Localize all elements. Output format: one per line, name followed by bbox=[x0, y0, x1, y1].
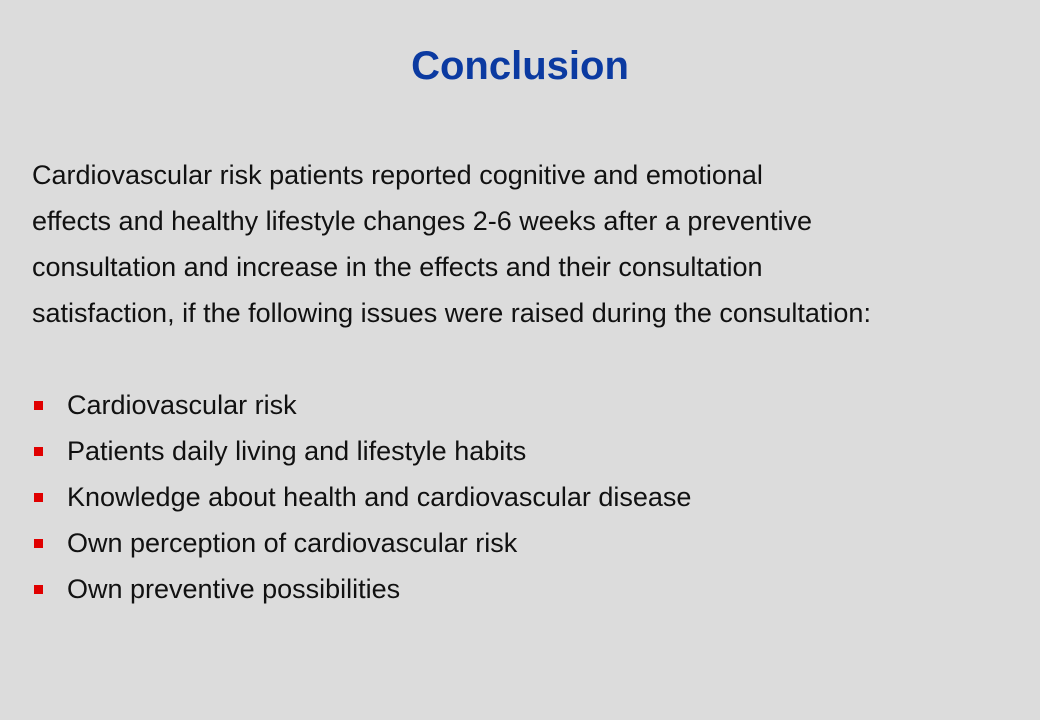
intro-paragraph bbox=[32, 152, 1032, 336]
intro-line: satisfaction, if the following issues were raised during the consultation: bbox=[32, 298, 871, 328]
intro-line: Cardiovascular risk patients reported cognitive and emotional bbox=[32, 160, 763, 190]
square-bullet-icon bbox=[34, 585, 43, 594]
bullet-text: Own preventive possibilities bbox=[67, 574, 401, 604]
bullet-text: Cardiovascular risk bbox=[67, 390, 297, 420]
bullet-text: Own perception of cardiovascular risk bbox=[67, 528, 518, 558]
bullet-list bbox=[32, 382, 1012, 612]
bullet-text: Patients daily living and lifestyle habits bbox=[67, 436, 527, 466]
bullet-item bbox=[32, 520, 1012, 566]
square-bullet-icon bbox=[34, 401, 43, 410]
bullet-item bbox=[32, 566, 1012, 612]
intro-line: effects and healthy lifestyle changes 2-6 weeks after a preventive bbox=[32, 206, 812, 236]
bullet-item bbox=[32, 428, 1012, 474]
square-bullet-icon bbox=[34, 539, 43, 548]
square-bullet-icon bbox=[34, 493, 43, 502]
square-bullet-icon bbox=[34, 447, 43, 456]
bullet-item bbox=[32, 382, 1012, 428]
bullet-text: Knowledge about health and cardiovascular disease bbox=[67, 482, 692, 512]
intro-line: consultation and increase in the effects and their consultation bbox=[32, 252, 763, 282]
bullet-item bbox=[32, 474, 1012, 520]
slide-title: Conclusion bbox=[411, 44, 629, 88]
